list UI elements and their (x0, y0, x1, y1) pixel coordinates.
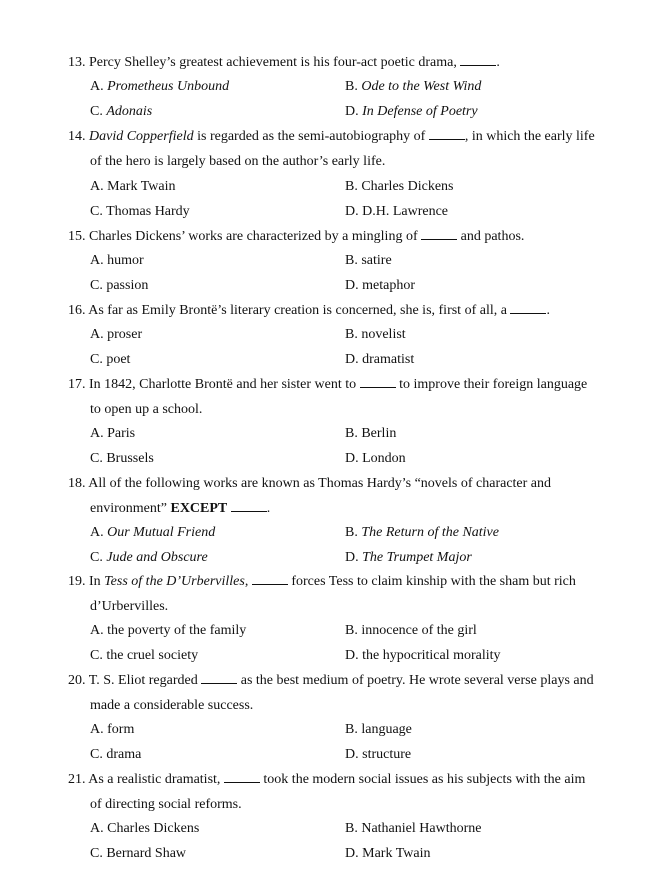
question-19-stem-line2: d’Urbervilles. (90, 599, 169, 614)
question-14-option-d: D. D.H. Lawrence (345, 204, 449, 219)
stem-text: , in which the early life (464, 129, 595, 144)
question-15-option-b: B. satire (345, 253, 392, 268)
question-20-stem: 20. T. S. Eliot regarded as the best medium of poetry. He wrote several verse plays and (68, 673, 594, 688)
option-text: Adonais (106, 104, 153, 119)
question-14-option-c: C. Thomas Hardy (90, 204, 190, 219)
question-number: 17. (68, 377, 86, 392)
question-17-stem-line2: to open up a school. (90, 402, 203, 417)
question-number: 20. (68, 673, 86, 688)
answer-blank (201, 672, 237, 684)
answer-blank (231, 500, 267, 512)
answer-blank (421, 228, 457, 240)
stem-text: is regarded as the semi-autobiography of (193, 129, 429, 144)
question-14-stem (68, 124, 628, 149)
question-15-option-c: C. passion (90, 278, 149, 293)
question-19-option-d: D. the hypocritical morality (345, 648, 501, 663)
question-20-option-d: D. structure (345, 747, 412, 762)
stem-text: Percy Shelley’s greatest achievement is his four-act poetic drama, (89, 55, 461, 70)
option-text: Ode to the West Wind (361, 79, 482, 94)
answer-blank (510, 302, 546, 314)
question-13-option-c: C. Adonais (90, 104, 153, 119)
question-16-option-c: C. poet (90, 352, 131, 367)
question-13-stem (68, 50, 628, 75)
question-number: 15. (68, 229, 86, 244)
question-17-option-c: C. Brussels (90, 451, 154, 466)
question-number: 14. (68, 129, 86, 144)
question-16-option-b: B. novelist (345, 327, 406, 342)
question-17-stem: 17. In 1842, Charlotte Brontë and her sister went to to improve their foreign language (68, 377, 588, 392)
stem-title: Tess of the D’Urbervilles (104, 574, 245, 589)
question-18-option-d: D. The Trumpet Major (345, 550, 472, 565)
question-16-stem: 16. As far as Emily Brontë’s literary creation is concerned, she is, first of all, a . (68, 303, 550, 318)
option-text: In Defense of Poetry (362, 104, 478, 119)
question-16-option-a: A. proser (90, 327, 143, 342)
question-21-option-a: A. Charles Dickens (90, 821, 200, 836)
question-number: 16. (68, 303, 86, 318)
question-16-option-d: D. dramatist (345, 352, 415, 367)
question-18-option-a: A. Our Mutual Friend (90, 525, 216, 540)
question-20-option-b: B. language (345, 722, 412, 737)
question-17-option-d: D. London (345, 451, 406, 466)
question-15-option-d: D. metaphor (345, 278, 415, 293)
stem-title: David Copperfield (89, 129, 194, 144)
answer-blank (360, 376, 396, 388)
question-21-option-b: B. Nathaniel Hawthorne (345, 821, 482, 836)
question-19-stem: 19. In Tess of the D’Urbervilles, forces Tess to claim kinship with the sham but rich (68, 574, 576, 589)
question-15-option-a: A. humor (90, 253, 144, 268)
question-18-option-c: C. Jude and Obscure (90, 550, 208, 565)
question-18-stem-line2: environment” EXCEPT . (90, 501, 271, 516)
question-20-option-a: A. form (90, 722, 135, 737)
question-18-stem: 18. All of the following works are known as Thomas Hardy’s “novels of character and (68, 476, 552, 491)
question-19-option-b: B. innocence of the girl (345, 623, 477, 638)
option-text: Prometheus Unbound (107, 79, 230, 94)
question-13-option-d: D. In Defense of Poetry (345, 104, 478, 119)
question-13-option-a: A. Prometheus Unbound (90, 79, 230, 94)
question-14-option-b: B. Charles Dickens (345, 179, 454, 194)
question-21-stem: 21. As a realistic dramatist, took the modern social issues as his subjects with the aim (68, 772, 586, 787)
question-17-option-b: B. Berlin (345, 426, 397, 441)
question-21-option-d: D. Mark Twain (345, 846, 431, 861)
question-15-stem: 15. Charles Dickens’ works are characterized by a mingling of and pathos. (68, 229, 525, 244)
question-number: 19. (68, 574, 86, 589)
question-number: 21. (68, 772, 86, 787)
answer-blank (460, 54, 496, 66)
question-13-option-b: B. Ode to the West Wind (345, 79, 482, 94)
question-21-option-c: C. Bernard Shaw (90, 846, 187, 861)
answer-blank (252, 573, 288, 585)
question-19-option-c: C. the cruel society (90, 648, 199, 663)
question-20-stem-line2: made a considerable success. (90, 698, 254, 713)
question-19-option-a: A. the poverty of the family (90, 623, 247, 638)
question-21-stem-line2: of directing social reforms. (90, 797, 242, 812)
question-18-option-b: B. The Return of the Native (345, 525, 499, 540)
question-number: 18. (68, 476, 86, 491)
answer-blank (224, 771, 260, 783)
emphasis-except: EXCEPT (170, 501, 228, 516)
question-20-option-c: C. drama (90, 747, 142, 762)
stem-text: . (496, 55, 500, 70)
question-number: 13. (68, 55, 86, 70)
question-14-stem-line2: of the hero is largely based on the author’s early life. (90, 154, 386, 169)
answer-blank (429, 128, 465, 140)
question-17-option-a: A. Paris (90, 426, 136, 441)
question-14-option-a: A. Mark Twain (90, 179, 176, 194)
